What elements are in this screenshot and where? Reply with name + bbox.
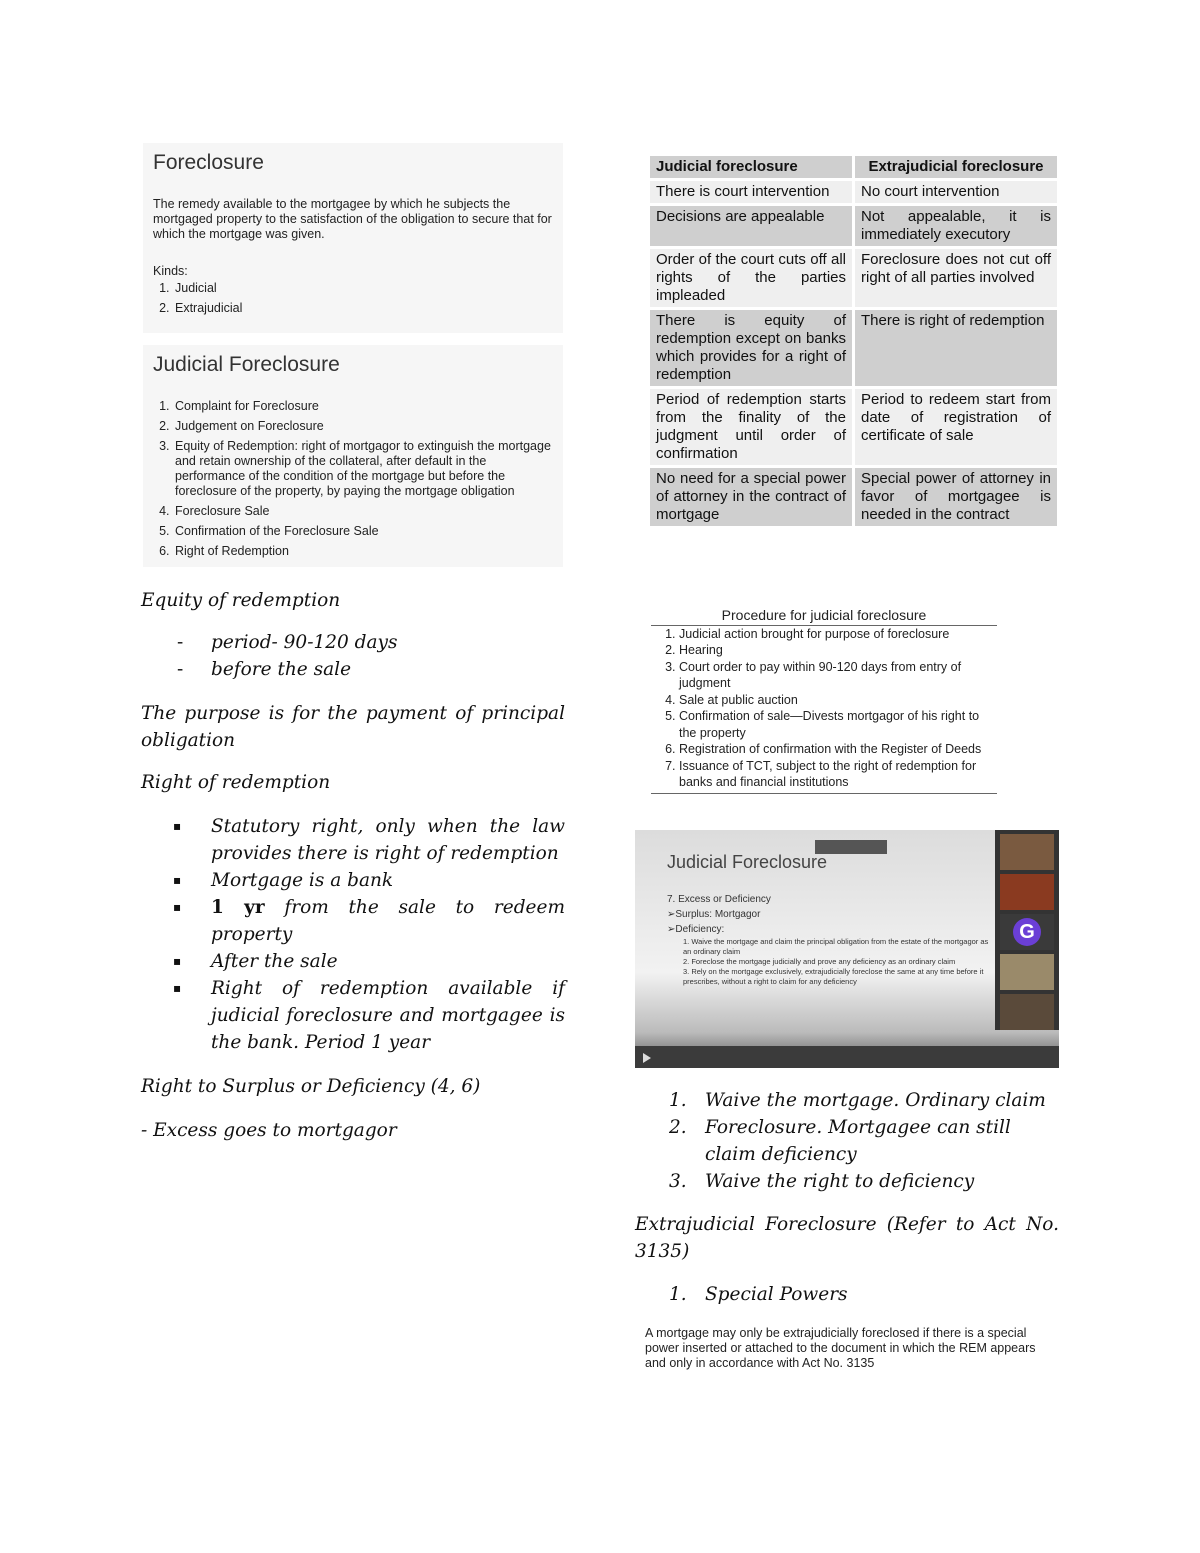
list-item: 2. Extrajudicial: [173, 298, 553, 318]
comparison-table: [647, 153, 1060, 529]
video-line: ➢Deficiency:: [667, 924, 725, 935]
bold-text: 1 yr: [211, 897, 265, 918]
table-cell: There is court intervention: [650, 181, 852, 203]
video-subline: 3. Rely on the mortgage exclusively, extrajudicially foreclose the same at any time before it prescribes, without a right to claim for any deficiency: [683, 967, 984, 986]
slide-title: Foreclosure: [153, 151, 264, 174]
table-cell: There is equity of redemption except on banks which provides for a right of redemption: [650, 310, 852, 386]
list-number: 1.: [669, 1090, 687, 1111]
table-cell: Foreclosure does not cut off right of all parties involved: [855, 249, 1057, 307]
video-slide-text: [667, 892, 997, 987]
procedure-list: [651, 626, 997, 794]
table-cell: Not appealable, it is immediately executory: [855, 206, 1057, 246]
avatar: G: [1013, 918, 1041, 946]
purpose-text: The purpose is for the payment of principal obligation: [141, 703, 565, 751]
participant-tile: [1000, 994, 1054, 1030]
table-row: [650, 181, 1057, 203]
list-item: 3. Court order to pay within 90-120 days from entry of judgment: [679, 659, 997, 692]
extrajudicial-heading: Extrajudicial Foreclosure (Refer to Act No. 3135): [635, 1214, 1059, 1262]
participant-panel: [995, 830, 1059, 1030]
video-subline: 2. Foreclose the mortgage judicially and prove any deficiency as an ordinary claim: [683, 957, 956, 966]
list-item: ▪ Right of redemption available if judicial foreclosure and mortgagee is the bank. Period 1 year: [141, 975, 565, 1056]
participant-tile: [1000, 954, 1054, 990]
list-item: [141, 894, 565, 948]
list-number: 1.: [669, 1284, 687, 1305]
video-line: ➢Surplus: Mortgagor: [667, 909, 761, 920]
list-item: 5. Confirmation of sale—Divests mortgagor of his right to the property: [679, 708, 997, 741]
list-item: - before the sale: [141, 656, 565, 683]
list-item: 2. Judgement on Foreclosure: [173, 419, 553, 434]
video-controls[interactable]: [635, 1046, 1059, 1068]
list-item: [635, 1168, 1059, 1195]
list-item: [635, 1087, 1059, 1114]
list-item: - period- 90-120 days: [141, 629, 565, 656]
table-cell: No need for a special power of attorney in the contract of mortgage: [650, 468, 852, 526]
play-icon[interactable]: [643, 1053, 651, 1063]
list-item-text: Waive the right to deficiency: [705, 1171, 975, 1192]
table-cell: No court intervention: [855, 181, 1057, 203]
table-row: [650, 310, 1057, 386]
table-cell: Period to redeem start from date of registration of certificate of sale: [855, 389, 1057, 465]
column-header: Judicial foreclosure: [650, 156, 852, 178]
list-item-text: Special Powers: [705, 1284, 848, 1305]
table-cell: There is right of redemption: [855, 310, 1057, 386]
video-line: 7. Excess or Deficiency: [667, 894, 771, 905]
table-row: [650, 249, 1057, 307]
steps-list: [153, 399, 553, 559]
list-number: 3.: [669, 1171, 687, 1192]
participant-tile: [1000, 834, 1054, 870]
list-item: 6. Right of Redemption: [173, 544, 553, 559]
video-screenshot: [635, 830, 1059, 1068]
participant-tile: [1000, 914, 1054, 950]
list-item: ▪ After the sale: [141, 948, 565, 975]
list-item: 5. Confirmation of the Foreclosure Sale: [173, 524, 553, 539]
definition-text: The remedy available to the mortgagee by which he subjects the mortgaged property to the satisfaction of the obligation to secure that for which the mortgage was given.: [153, 197, 552, 241]
list-item: 1. Judicial action brought for purpose of foreclosure: [679, 626, 997, 643]
slide-title: Judicial Foreclosure: [153, 353, 340, 376]
kinds-list: [153, 278, 553, 318]
list-item: ▪ Statutory right, only when the law provides there is right of redemption: [141, 813, 565, 867]
equity-heading: Equity of redemption: [141, 590, 341, 611]
list-item-text: Waive the mortgage. Ordinary claim: [705, 1090, 1046, 1111]
right-list: [141, 813, 565, 1056]
right-heading: Right of redemption: [141, 772, 331, 793]
excess-text: - Excess goes to mortgagor: [141, 1120, 397, 1141]
list-item: [635, 1114, 1059, 1168]
slide-judicial-foreclosure: [143, 345, 563, 567]
participant-tile: [1000, 874, 1054, 910]
list-item: 3. Equity of Redemption: right of mortgagor to extinguish the mortgage and retain ownership of the collateral, after default in the performance of the condition of the mortgage but before the foreclosure of the property, by paying the mortgage obligation: [173, 439, 553, 499]
table-header-row: [650, 156, 1057, 178]
procedure-box: [651, 607, 997, 794]
table-cell: Decisions are appealable: [650, 206, 852, 246]
deficiency-list: [635, 1087, 1059, 1195]
procedure-title: Procedure for judicial foreclosure: [651, 607, 997, 626]
list-item: 2. Hearing: [679, 642, 997, 659]
table-row: [650, 206, 1057, 246]
list-item-text: from the sale to redeem property: [211, 897, 565, 945]
comparison-table-wrap: [647, 153, 1060, 529]
table-cell: Period of redemption starts from the finality of the judgment until order of confirmation: [650, 389, 852, 465]
mortgage-note: A mortgage may only be extrajudicially foreclosed if there is a special power inserted or attached to the document in which the REM appears and only in accordance with Act No. 3135: [645, 1326, 1036, 1370]
video-subline: 1. Waive the mortgage and claim the principal obligation from the estate of the mortgagor as an ordinary claim: [683, 937, 989, 956]
table-row: [650, 468, 1057, 526]
slide-foreclosure: [143, 143, 563, 333]
list-item: 4. Foreclosure Sale: [173, 504, 553, 519]
list-item-text: Foreclosure. Mortgagee can still claim deficiency: [705, 1117, 1011, 1165]
table-cell: Order of the court cuts off all rights of the parties impleaded: [650, 249, 852, 307]
list-item: [635, 1281, 1059, 1308]
video-slide-title: Judicial Foreclosure: [667, 852, 828, 872]
table-row: [650, 389, 1057, 465]
notes-right: [635, 1087, 1059, 1308]
equity-list: [141, 629, 565, 683]
list-item: 1. Judicial: [173, 278, 553, 298]
list-number: 2.: [669, 1117, 687, 1138]
column-header: Extrajudicial foreclosure: [855, 156, 1057, 178]
notes-left: [141, 587, 565, 1144]
list-item: 4. Sale at public auction: [679, 692, 997, 709]
list-item: ▪ Mortgage is a bank: [141, 867, 565, 894]
list-item: 7. Issuance of TCT, subject to the right of redemption for banks and financial institutions: [679, 758, 997, 791]
surplus-heading: Right to Surplus or Deficiency (4, 6): [141, 1076, 481, 1097]
list-item: 1. Complaint for Foreclosure: [173, 399, 553, 414]
table-cell: Special power of attorney in favor of mortgagee is needed in the contract: [855, 468, 1057, 526]
kinds-label: Kinds:: [153, 264, 188, 278]
special-powers-list: [635, 1281, 1059, 1308]
list-item: 6. Registration of confirmation with the Register of Deeds: [679, 741, 997, 758]
